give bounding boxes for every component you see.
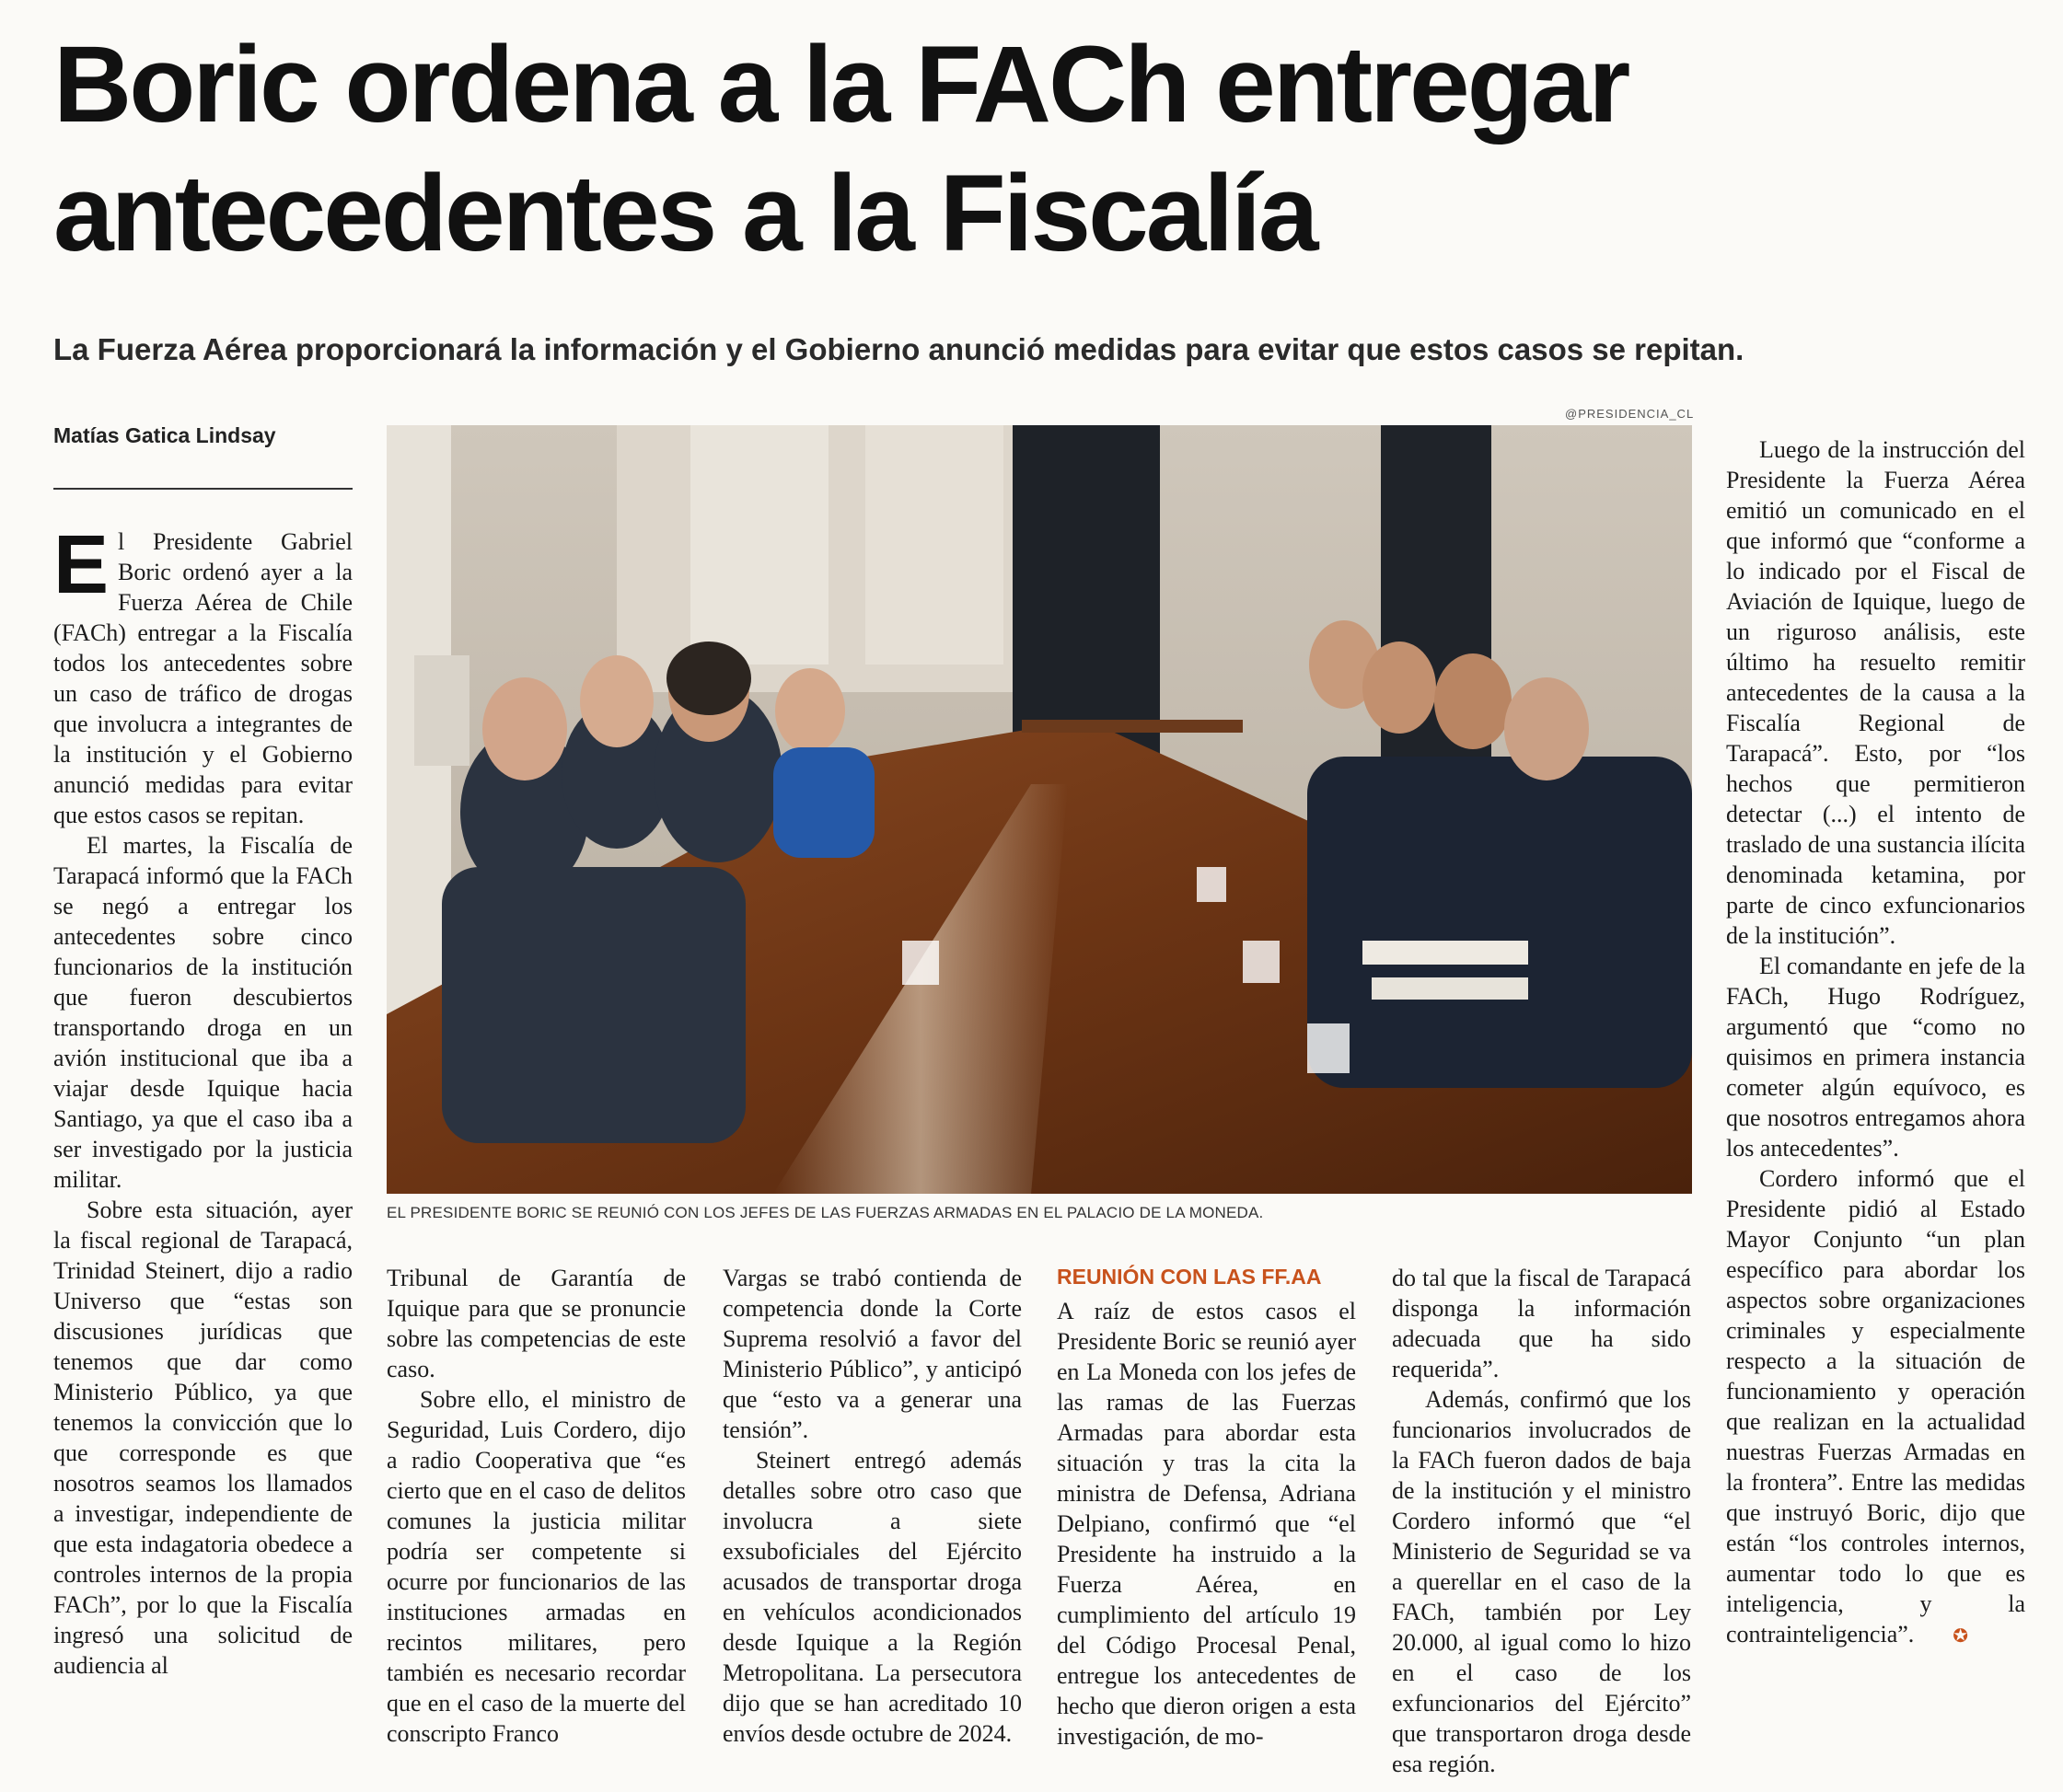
paragraph: Luego de la instrucción del Presidente la Fuerza Aérea emitió un comunicado en el que informó que “conforme a lo indicado por el Fiscal de Aviación de Iquique, luego de un riguroso análisis, este último ha resuelto remitir antecedentes de la causa a la Fiscalía Regional de Tarapacá”. Esto, por “los hechos que permitieron detectar (...) el intento de traslado de una sustancia ilícita denominada ketamina, por parte de cinco exfuncionarios de la institución”. [1726, 436, 2025, 949]
byline: Matías Gatica Lindsay [53, 423, 276, 447]
photo-credit: @PRESIDENCIA_CL [1565, 407, 1695, 421]
paragraph-text: l Presidente Gabriel Boric ordenó ayer a la Fuerza Aérea de Chile (FACh) entregar a la Fiscalía todos los antecedentes sobre un caso de tráfico de drogas que involucra a integrantes de la institución y el Gobierno anunció medidas para evitar que estos casos se repitan. [53, 528, 353, 828]
photo-caption: EL PRESIDENTE BORIC SE REUNIÓ CON LOS JEFES DE LAS FUERZAS ARMADAS EN EL PALACIO DE LA MONEDA. [387, 1204, 1264, 1221]
end-mark-icon: ✪ [1953, 1624, 1969, 1647]
paragraph: A raíz de estos casos el Presidente Boric se reunió ayer en La Moneda con los jefes de las ramas de las Fuerzas Armadas para abordar esta situación y tras la cita la ministra de Defensa, Adriana Delpiano, confirmó que “el Presidente ha instruido a la Fuerza Aérea, en cumplimiento del artículo 19 del Código Procesal Penal, entregue los antecedentes de hecho que dieron origen a esta investigación, de mo- [1057, 1298, 1356, 1750]
section-subhead: REUNIÓN CON LAS FF.AA [1057, 1265, 1322, 1289]
column-6 [1726, 434, 2025, 1651]
paragraph: Vargas se trabó contienda de competencia donde la Corte Suprema resolvió a favor del Ministerio Público”, y anticipó que “esto va a generar una tensión”. [723, 1265, 1022, 1443]
headline-line-2: antecedentes a la Fiscalía [53, 153, 1316, 274]
headline [53, 20, 2033, 278]
deck-subtitle: La Fuerza Aérea proporcionará la información y el Gobierno anunció medidas para evitar que estos casos se repitan. [53, 332, 1744, 366]
paragraph: Además, confirmó que los funcionarios involucrados de la FACh fueron dados de baja de la institución y el ministro Cordero informó que “el Ministerio de Seguridad se va a querellar en el caso de la FACh, también por Ley 20.000, al igual como lo hizo en el caso de los exfuncionarios del Ejército” que transportaron droga desde esa región. [1392, 1386, 1691, 1777]
paragraph: El comandante en jefe de la FACh, Hugo Rodríguez, argumentó que “como no quisimos en primera instancia cometer algún equívoco, es que nosotros entregamos ahora los antecedentes”. [1726, 953, 2025, 1162]
column-2 [387, 1263, 686, 1749]
column-4 [1057, 1263, 1356, 1752]
paragraph [53, 519, 353, 830]
column-3 [723, 1263, 1022, 1749]
paragraph: Sobre esta situación, ayer la fiscal regional de Tarapacá, Trinidad Steinert, dijo a radio Universo que “estas son discusiones jurídicas que tenemos que dar como Ministerio Público, ya que tenemos la convicción que lo que corresponde es que nosotros seamos los llamados a investigar, independiente de que esta indagatoria obedece a controles internos de la propia FACh”, por lo que la Fiscalía ingresó una solicitud de audiencia al [53, 1197, 353, 1679]
byline-divider [53, 488, 353, 490]
paragraph: Tribunal de Garantía de Iquique para que se pronuncie sobre las competencias de este caso. [387, 1265, 686, 1382]
paragraph: Sobre ello, el ministro de Seguridad, Luis Cordero, dijo a radio Cooperativa que “es cierto que en el caso de delitos comunes la justicia militar podría ser competente si ocurre por funcionarios de las instituciones armadas en recintos militares, pero también es necesario recordar que en el caso de la muerte del conscripto Franco [387, 1386, 686, 1747]
paragraph: El martes, la Fiscalía de Tarapacá informó que la FACh se negó a entregar los antecedentes sobre cinco funcionarios de la institución que fueron descubiertos transportando droga en un avión institucional que iba a viajar desde Iquique hacia Santiago, ya que el caso iba a ser investigado por la justicia militar. [53, 832, 353, 1193]
paragraph [1726, 1163, 2025, 1651]
paragraph: do tal que la fiscal de Tarapacá disponga la información adecuada que ha sido requerida”. [1392, 1265, 1691, 1382]
paragraph-text: Cordero informó que el Presidente pidió al Estado Mayor Conjunto “un plan específico para abordar los aspectos sobre organizaciones criminales y especialmente respecto a la situación de funcionamiento y operación que realizan en la actualidad nuestras Fuerzas Armadas en la frontera”. Entre las medidas que instruyó Boric, dijo que están “los controles internos, aumentar todo lo que es inteligencia, y la contrainteligencia”. [1726, 1165, 2025, 1647]
headline-line-1: Boric ordena a la FACh entregar [53, 24, 1628, 145]
article-photo [387, 425, 1692, 1194]
column-1 [53, 519, 353, 1681]
column-5 [1392, 1263, 1691, 1779]
paragraph: Steinert entregó además detalles sobre otro caso que involucra a siete exsuboficiales del Ejército acusados de transportar droga en vehículos acondicionados desde Iquique a la Región Metropolitana. La persecutora dijo que se han acreditado 10 envíos desde octubre de 2024. [723, 1447, 1022, 1747]
drop-cap: E [53, 519, 110, 611]
